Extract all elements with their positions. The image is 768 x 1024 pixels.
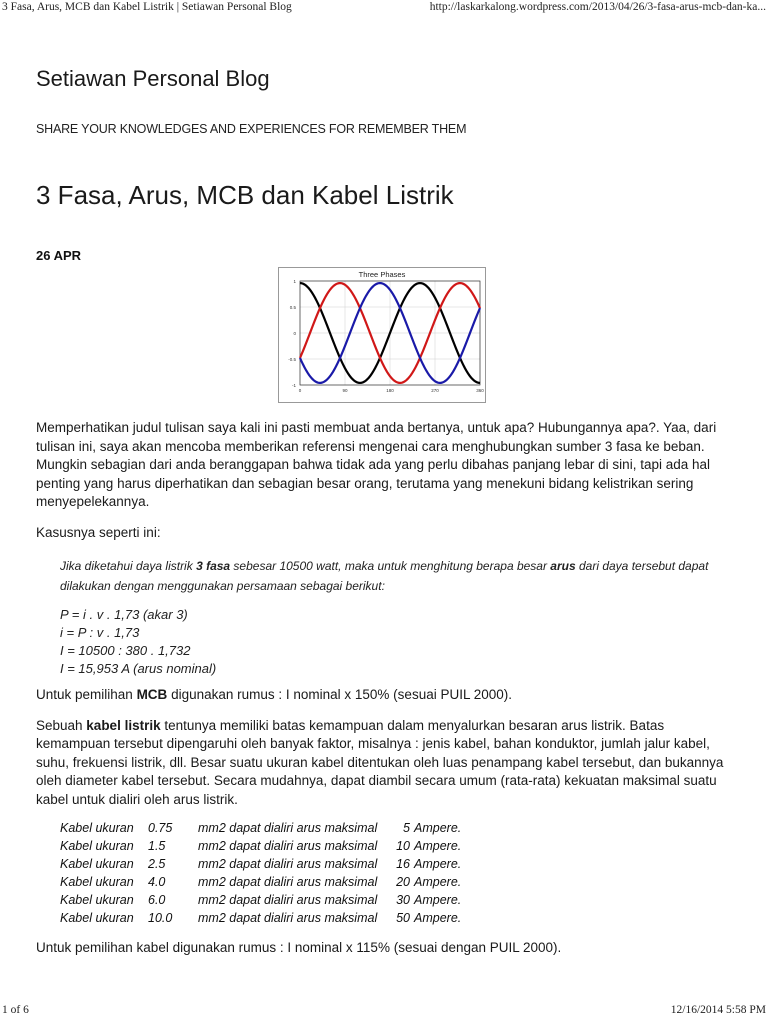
cable-amp: 16	[396, 857, 410, 871]
mcb-text-2: digunakan rumus : I nominal x 150% (sesuai PUIL 2000).	[167, 687, 512, 702]
quote-bold-3fasa: 3 fasa	[196, 559, 231, 573]
list-item	[60, 819, 726, 837]
cable-text-2: tentunya memiliki batas kemampuan dalam menyalurkan besaran arus listrik. Batas kemampuan tersebut dipengaruhi oleh banyak faktor, misalnya : jenis kabel, bahan konduktor, jumlah jalur kabel, suhu, frekuensi listrik, dll. Besar suatu ukuran kabel ditentukan oleh luas penampang kabel tersebut, dan bukannya oleh diameter kabel tersebut. Secara mudahnya, dapat diambil secara umum (rata-rata) kekuatan maksimal suatu kabel untuk dialiri oleh arus listrik.	[36, 717, 724, 807]
cable-amp: 10	[396, 839, 410, 853]
print-header	[0, 1, 768, 17]
paragraph-cable-formula: Untuk pemilihan kabel digunakan rumus : I nominal x 115% (sesuai dengan PUIL 2000).	[36, 940, 562, 955]
formula-line: I = 15,953 A (arus nominal)	[60, 661, 217, 676]
y-tick-label: -1	[291, 383, 296, 388]
figure-title: Three Phases	[358, 270, 406, 279]
cable-label: Kabel ukuran	[60, 821, 134, 835]
x-tick-label: 90	[342, 388, 348, 393]
cable-size: 4.0	[148, 875, 166, 889]
cable-unit: Ampere.	[414, 893, 462, 907]
cable-amp: 5	[403, 821, 410, 835]
print-datetime: 12/16/2014 5:58 PM	[670, 1004, 766, 1016]
y-tick-label: -0.5	[288, 357, 296, 362]
x-tick-label: 0	[298, 388, 302, 393]
paragraph-mcb	[36, 686, 726, 705]
y-tick-label: 0	[293, 331, 296, 336]
formula-line: I = 10500 : 380 . 1,732	[60, 643, 191, 658]
cable-bold: kabel listrik	[86, 717, 161, 733]
quote-text-1: Jika diketahui daya listrik	[60, 559, 197, 573]
blog-tagline: SHARE YOUR KNOWLEDGES AND EXPERIENCES FOR REMEMBER THEM	[36, 122, 467, 136]
list-item	[60, 837, 726, 855]
quote-text-3: dari daya tersebut dapat dilakukan dengan menggunakan persamaan sebagai berikut:	[60, 559, 709, 593]
list-item	[60, 855, 726, 873]
formula-line: P = i . v . 1,73 (akar 3)	[60, 607, 188, 622]
quote-block	[60, 556, 726, 596]
quote-text-2: sebesar 10500 watt, maka untuk menghitung berapa besar	[230, 559, 551, 573]
cable-text: mm2 dapat dialiri arus maksimal	[198, 821, 378, 835]
cable-size: 2.5	[148, 857, 166, 871]
cable-text: mm2 dapat dialiri arus maksimal	[198, 911, 378, 925]
blog-title[interactable]: Setiawan Personal Blog	[36, 66, 270, 91]
post-title[interactable]: 3 Fasa, Arus, MCB dan Kabel Listrik	[36, 180, 454, 210]
cable-text-1: Sebuah	[36, 717, 87, 733]
print-header-url[interactable]: http://laskarkalong.wordpress.com/2013/04/26/3-fasa-arus-mcb-dan-ka...	[429, 1, 766, 13]
cable-unit: Ampere.	[414, 911, 462, 925]
cable-capacity-list	[60, 819, 726, 927]
cable-text: mm2 dapat dialiri arus maksimal	[198, 893, 378, 907]
cable-unit: Ampere.	[414, 875, 462, 889]
paragraph-intro: Memperhatikan judul tulisan saya kali ini pasti membuat anda bertanya, untuk apa? Hubungannya apa?. Yaa, dari tulisan ini, saya akan mencoba memberikan referensi mengenai cara menghubungkan sumber 3 fasa ke beban. Mungkin sebagian dari anda beranggapan bahwa tidak ada yang perlu dibahas panjang lebar di sini, tapi ada hal penting yang harus diperhatikan dan sebagian besar orang, terutama yang menekuni bidang kelistrikan sering menyepelekannya.	[36, 420, 717, 509]
y-tick-label: 1	[293, 279, 296, 284]
paragraph-cable	[36, 717, 726, 810]
cable-text: mm2 dapat dialiri arus maksimal	[198, 857, 378, 871]
cable-amp: 30	[396, 893, 410, 907]
cable-amp: 50	[396, 911, 410, 925]
cable-label: Kabel ukuran	[60, 857, 134, 871]
three-phase-figure	[278, 267, 486, 403]
paragraph-case: Kasusnya seperti ini:	[36, 524, 161, 540]
page-number: 1 of 6	[2, 1004, 29, 1016]
post-date: 26 APR	[36, 248, 82, 263]
cable-label: Kabel ukuran	[60, 893, 134, 907]
x-tick-label: 360	[476, 388, 484, 393]
cable-text: mm2 dapat dialiri arus maksimal	[198, 875, 378, 889]
x-tick-label: 180	[386, 388, 394, 393]
y-tick-label: 0.5	[289, 305, 296, 310]
mcb-bold: MCB	[136, 687, 168, 702]
quote-bold-arus: arus	[550, 559, 576, 573]
formula-line: i = P : v . 1,73	[60, 625, 140, 640]
x-tick-label: 270	[431, 388, 439, 393]
mcb-text-1: Untuk pemilihan	[36, 687, 137, 702]
cable-size: 1.5	[148, 839, 166, 853]
cable-size: 0.75	[148, 821, 173, 835]
three-phase-chart	[278, 267, 486, 403]
cable-size: 6.0	[148, 893, 166, 907]
list-item	[60, 891, 726, 909]
cable-unit: Ampere.	[414, 821, 462, 835]
cable-unit: Ampere.	[414, 839, 462, 853]
cable-label: Kabel ukuran	[60, 839, 134, 853]
cable-text: mm2 dapat dialiri arus maksimal	[198, 839, 378, 853]
formula-list	[60, 606, 726, 678]
print-header-title: 3 Fasa, Arus, MCB dan Kabel Listrik | Setiawan Personal Blog	[2, 1, 292, 13]
page-content	[36, 64, 726, 958]
cable-label: Kabel ukuran	[60, 911, 134, 925]
print-footer	[0, 1004, 768, 1020]
cable-unit: Ampere.	[414, 857, 462, 871]
list-item	[60, 873, 726, 891]
cable-size: 10.0	[148, 911, 173, 925]
list-item	[60, 909, 726, 927]
cable-amp: 20	[396, 875, 410, 889]
cable-label: Kabel ukuran	[60, 875, 134, 889]
